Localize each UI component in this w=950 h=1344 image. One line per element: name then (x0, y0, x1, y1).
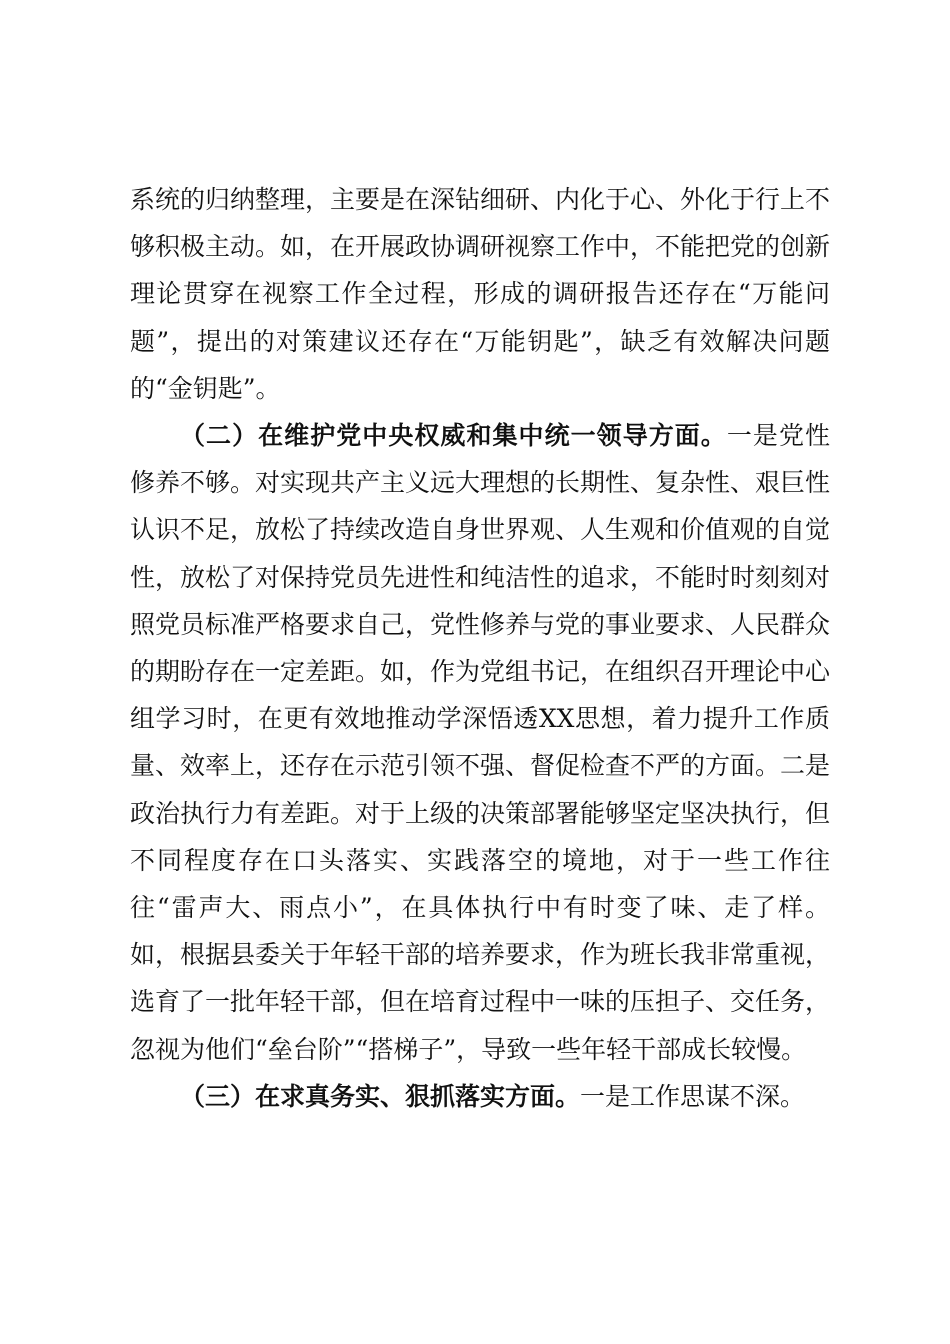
paragraph-2 (130, 412, 830, 1073)
paragraph-3 (130, 1073, 830, 1120)
paragraph-1-text: 系统的归纳整理，主要是在深钻细研、内化于心、外化于行上不够积极主动。如，在开展政协调研视察工作中，不能把党的创新理论贯穿在视察工作全过程，形成的调研报告还存在“万能问题”，提出的对策建议还存在“万能钥匙”，缺乏有效解决问题的“金钥匙”。 (130, 185, 831, 403)
section-heading-3: （三）在求真务实、狠抓落实方面。 (180, 1081, 581, 1111)
paragraph-3-text: 一是工作思谋不深。 (580, 1081, 806, 1111)
paragraph-1 (130, 176, 830, 412)
section-heading-2: （二）在维护党中央权威和集中统一领导方面。 (180, 421, 727, 451)
paragraph-2-text: 一是党性修养不够。对实现共产主义远大理想的长期性、复杂性、艰巨性认识不足，放松了持续改造自身世界观、人生观和价值观的自觉性，放松了对保持党员先进性和纯洁性的追求，不能时时刻刻对照党员标准严格要求自己，党性修养与党的事业要求、人民群众的期盼存在一定差距。如，作为党组书记，在组织召开理论中心组学习时，在更有效地推动学深悟透XX思想，着力提升工作质量、效率上，还存在示范引领不强、督促检查不严的方面。二是政治执行力有差距。对于上级的决策部署能够坚定坚决执行，但不同程度存在口头落实、实践落空的境地，对于一些工作往往“雷声大、雨点小”，在具体执行中有时变了味、走了样。如，根据县委关于年轻干部的培养要求，作为班长我非常重视，选育了一批年轻干部，但在培育过程中一味的压担子、交任务，忽视为他们“垒台阶”“搭梯子”，导致一些年轻干部成长较慢。 (130, 421, 831, 1064)
document-body (130, 176, 830, 1120)
